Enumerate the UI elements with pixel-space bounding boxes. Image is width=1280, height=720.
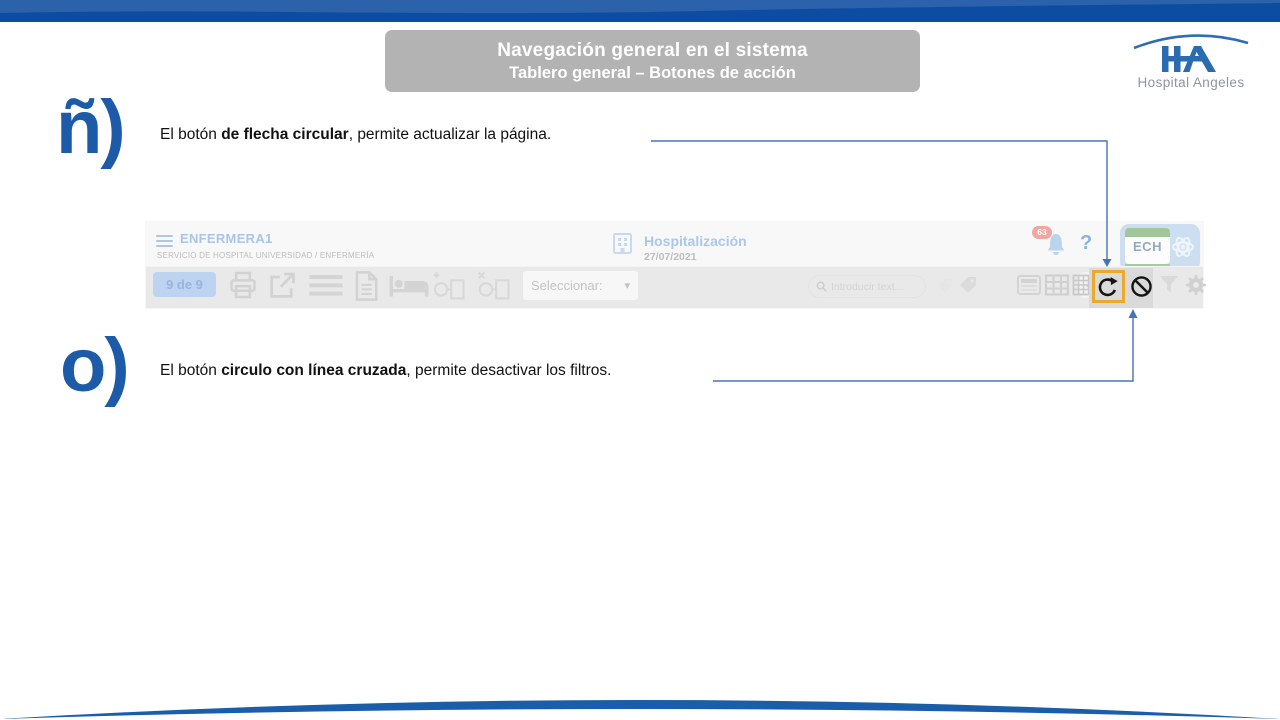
- search-input[interactable]: [831, 281, 916, 293]
- assign-bed-remove-button[interactable]: [477, 269, 513, 303]
- slide-title-box: [385, 30, 920, 92]
- tag-medium-icon[interactable]: [958, 275, 978, 295]
- filter-funnel-button[interactable]: [1158, 274, 1180, 296]
- bed-button[interactable]: [386, 269, 432, 301]
- annotation-marker-o: o): [60, 323, 128, 408]
- annotation-post: , permite actualizar la página.: [348, 126, 552, 143]
- ech-label: ECH: [1133, 239, 1162, 254]
- ech-logo-badge: [1120, 224, 1200, 271]
- hospital-angeles-logo: [1126, 26, 1256, 88]
- service-subtitle: SERVICIO DE HOSPITAL UNIVERSIDAD / ENFERMERÍA: [157, 251, 375, 260]
- annotation-bold: circulo con línea cruzada: [221, 362, 407, 379]
- hospital-building-icon: [610, 231, 635, 256]
- refresh-icon: [1096, 274, 1121, 299]
- annotation-text-refresh: [160, 126, 551, 144]
- bottom-swoosh-decoration: [0, 674, 1280, 720]
- circle-slash-icon: [1129, 274, 1154, 299]
- list-view-button[interactable]: [1016, 273, 1042, 297]
- embedded-app-screenshot: [146, 222, 1203, 308]
- hospital-angeles-name: Hospital Angeles: [1137, 75, 1245, 90]
- notifications-bell-button[interactable]: [1037, 227, 1076, 262]
- search-box[interactable]: [808, 275, 926, 298]
- external-link-button[interactable]: [266, 269, 298, 301]
- menu-lines-button[interactable]: [306, 269, 346, 301]
- annotation-text-filters: [160, 362, 611, 380]
- module-name: Hospitalización: [644, 233, 747, 249]
- search-icon: [816, 281, 827, 292]
- annotation-post: , permite desactivar los filtros.: [406, 362, 612, 379]
- ech-card: [1125, 228, 1170, 264]
- module-date: 27/07/2021: [644, 251, 697, 263]
- settings-gear-button[interactable]: [1184, 273, 1208, 297]
- tag-small-icon[interactable]: [936, 277, 954, 295]
- annotation-bold: de flecha circular: [221, 126, 349, 143]
- top-decorative-bar: [0, 0, 1280, 22]
- assign-bed-add-button[interactable]: [432, 269, 468, 303]
- help-button[interactable]: ?: [1080, 232, 1093, 254]
- seleccionar-dropdown[interactable]: [523, 271, 638, 300]
- hospital-angeles-monogram-icon: [1128, 26, 1254, 74]
- grid-view-button[interactable]: [1044, 273, 1070, 297]
- annotation-pre: El botón: [160, 362, 222, 379]
- notification-count-badge: 63: [1032, 226, 1052, 239]
- disable-filters-button[interactable]: [1127, 272, 1155, 300]
- print-button[interactable]: [227, 269, 259, 301]
- atom-icon: [1170, 234, 1196, 260]
- slide-title-line1: Navegación general en el sistema: [497, 39, 808, 61]
- annotation-marker-n: ñ): [56, 85, 124, 170]
- app-header-row: [146, 222, 1203, 266]
- username-label[interactable]: ENFERMERA1: [180, 231, 273, 246]
- menu-hamburger-icon[interactable]: [156, 235, 173, 247]
- slide-title-line2: Tablero general – Botones de acción: [509, 63, 796, 82]
- chevron-down-icon: ▾: [624, 280, 630, 292]
- seleccionar-label: Seleccionar:: [531, 278, 603, 293]
- document-button[interactable]: [350, 269, 382, 303]
- pager-badge: 9 de 9: [153, 272, 216, 297]
- refresh-button-highlight-box[interactable]: [1092, 270, 1125, 303]
- annotation-pre: El botón: [160, 126, 222, 143]
